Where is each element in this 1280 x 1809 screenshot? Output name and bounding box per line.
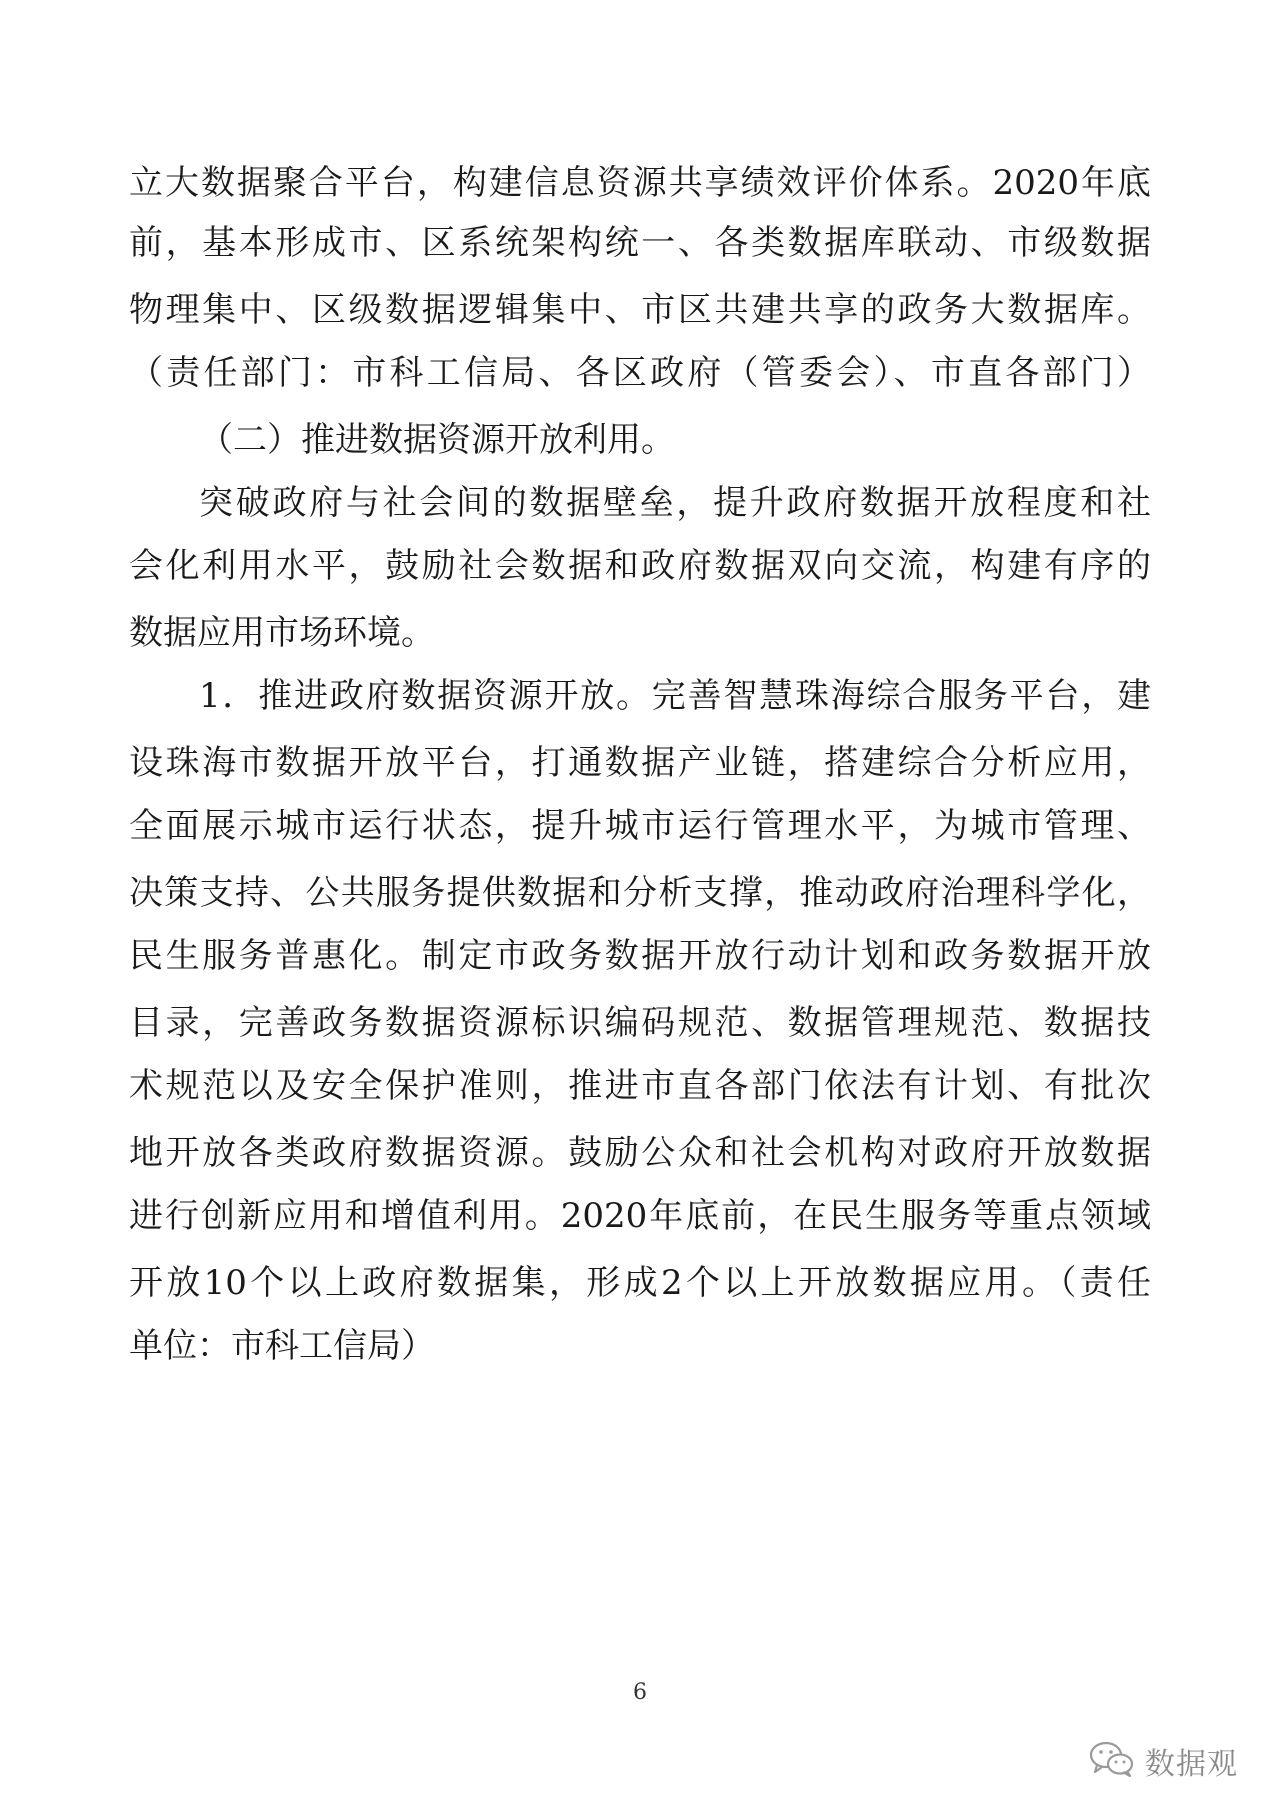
- watermark-text: 数据观: [1145, 1747, 1238, 1782]
- paragraph-line: 物理集中、区级数据逻辑集中、市区共建共享的政务大数据库。: [129, 290, 1151, 330]
- paragraph-line: 术规范以及安全保护准则，推进市直各部门依法有计划、有批次: [129, 1066, 1151, 1106]
- paragraph-line: 前，基本形成市、区系统架构统一、各类数据库联动、市级数据: [129, 223, 1151, 263]
- page-number: 6: [633, 1680, 647, 1705]
- paragraph-line: 进行创新应用和增值利用。2020年底前，在民生服务等重点领域: [129, 1196, 1151, 1236]
- watermark: [1089, 1738, 1238, 1784]
- section-heading: （二）推进数据资源开放利用。: [199, 420, 675, 460]
- paragraph-line: 决策支持、公共服务提供数据和分析支撑，推动政府治理科学化，: [129, 873, 1151, 913]
- paragraph-line: 1．推进政府数据资源开放。完善智慧珠海综合服务平台，建: [199, 676, 1151, 716]
- paragraph-line: 地开放各类政府数据资源。鼓励公众和社会机构对政府开放数据: [129, 1133, 1151, 1173]
- wechat-icon: [1089, 1739, 1135, 1783]
- paragraph-line: 民生服务普惠化。制定市政务数据开放行动计划和政务数据开放: [129, 936, 1151, 976]
- paragraph-line: 开放10个以上政府数据集，形成2个以上开放数据应用。（责任: [129, 1263, 1151, 1303]
- paragraph-line: 会化利用水平，鼓励社会数据和政府数据双向交流，构建有序的: [129, 546, 1151, 586]
- paragraph-line: 数据应用市场环境。: [129, 613, 435, 653]
- paragraph-line: 单位：市科工信局）: [129, 1326, 435, 1366]
- paragraph-line: 设珠海市数据开放平台，打通数据产业链，搭建综合分析应用，: [129, 743, 1151, 783]
- paragraph-line: （责任部门：市科工信局、各区政府（管委会）、市直各部门）: [129, 353, 1151, 393]
- paragraph-line: 目录，完善政务数据资源标识编码规范、数据管理规范、数据技: [129, 1003, 1151, 1043]
- paragraph-line: 全面展示城市运行状态，提升城市运行管理水平，为城市管理、: [129, 806, 1151, 846]
- paragraph-line: 突破政府与社会间的数据壁垒，提升政府数据开放程度和社: [199, 483, 1151, 523]
- paragraph-line: 立大数据聚合平台，构建信息资源共享绩效评价体系。2020年底: [129, 163, 1151, 203]
